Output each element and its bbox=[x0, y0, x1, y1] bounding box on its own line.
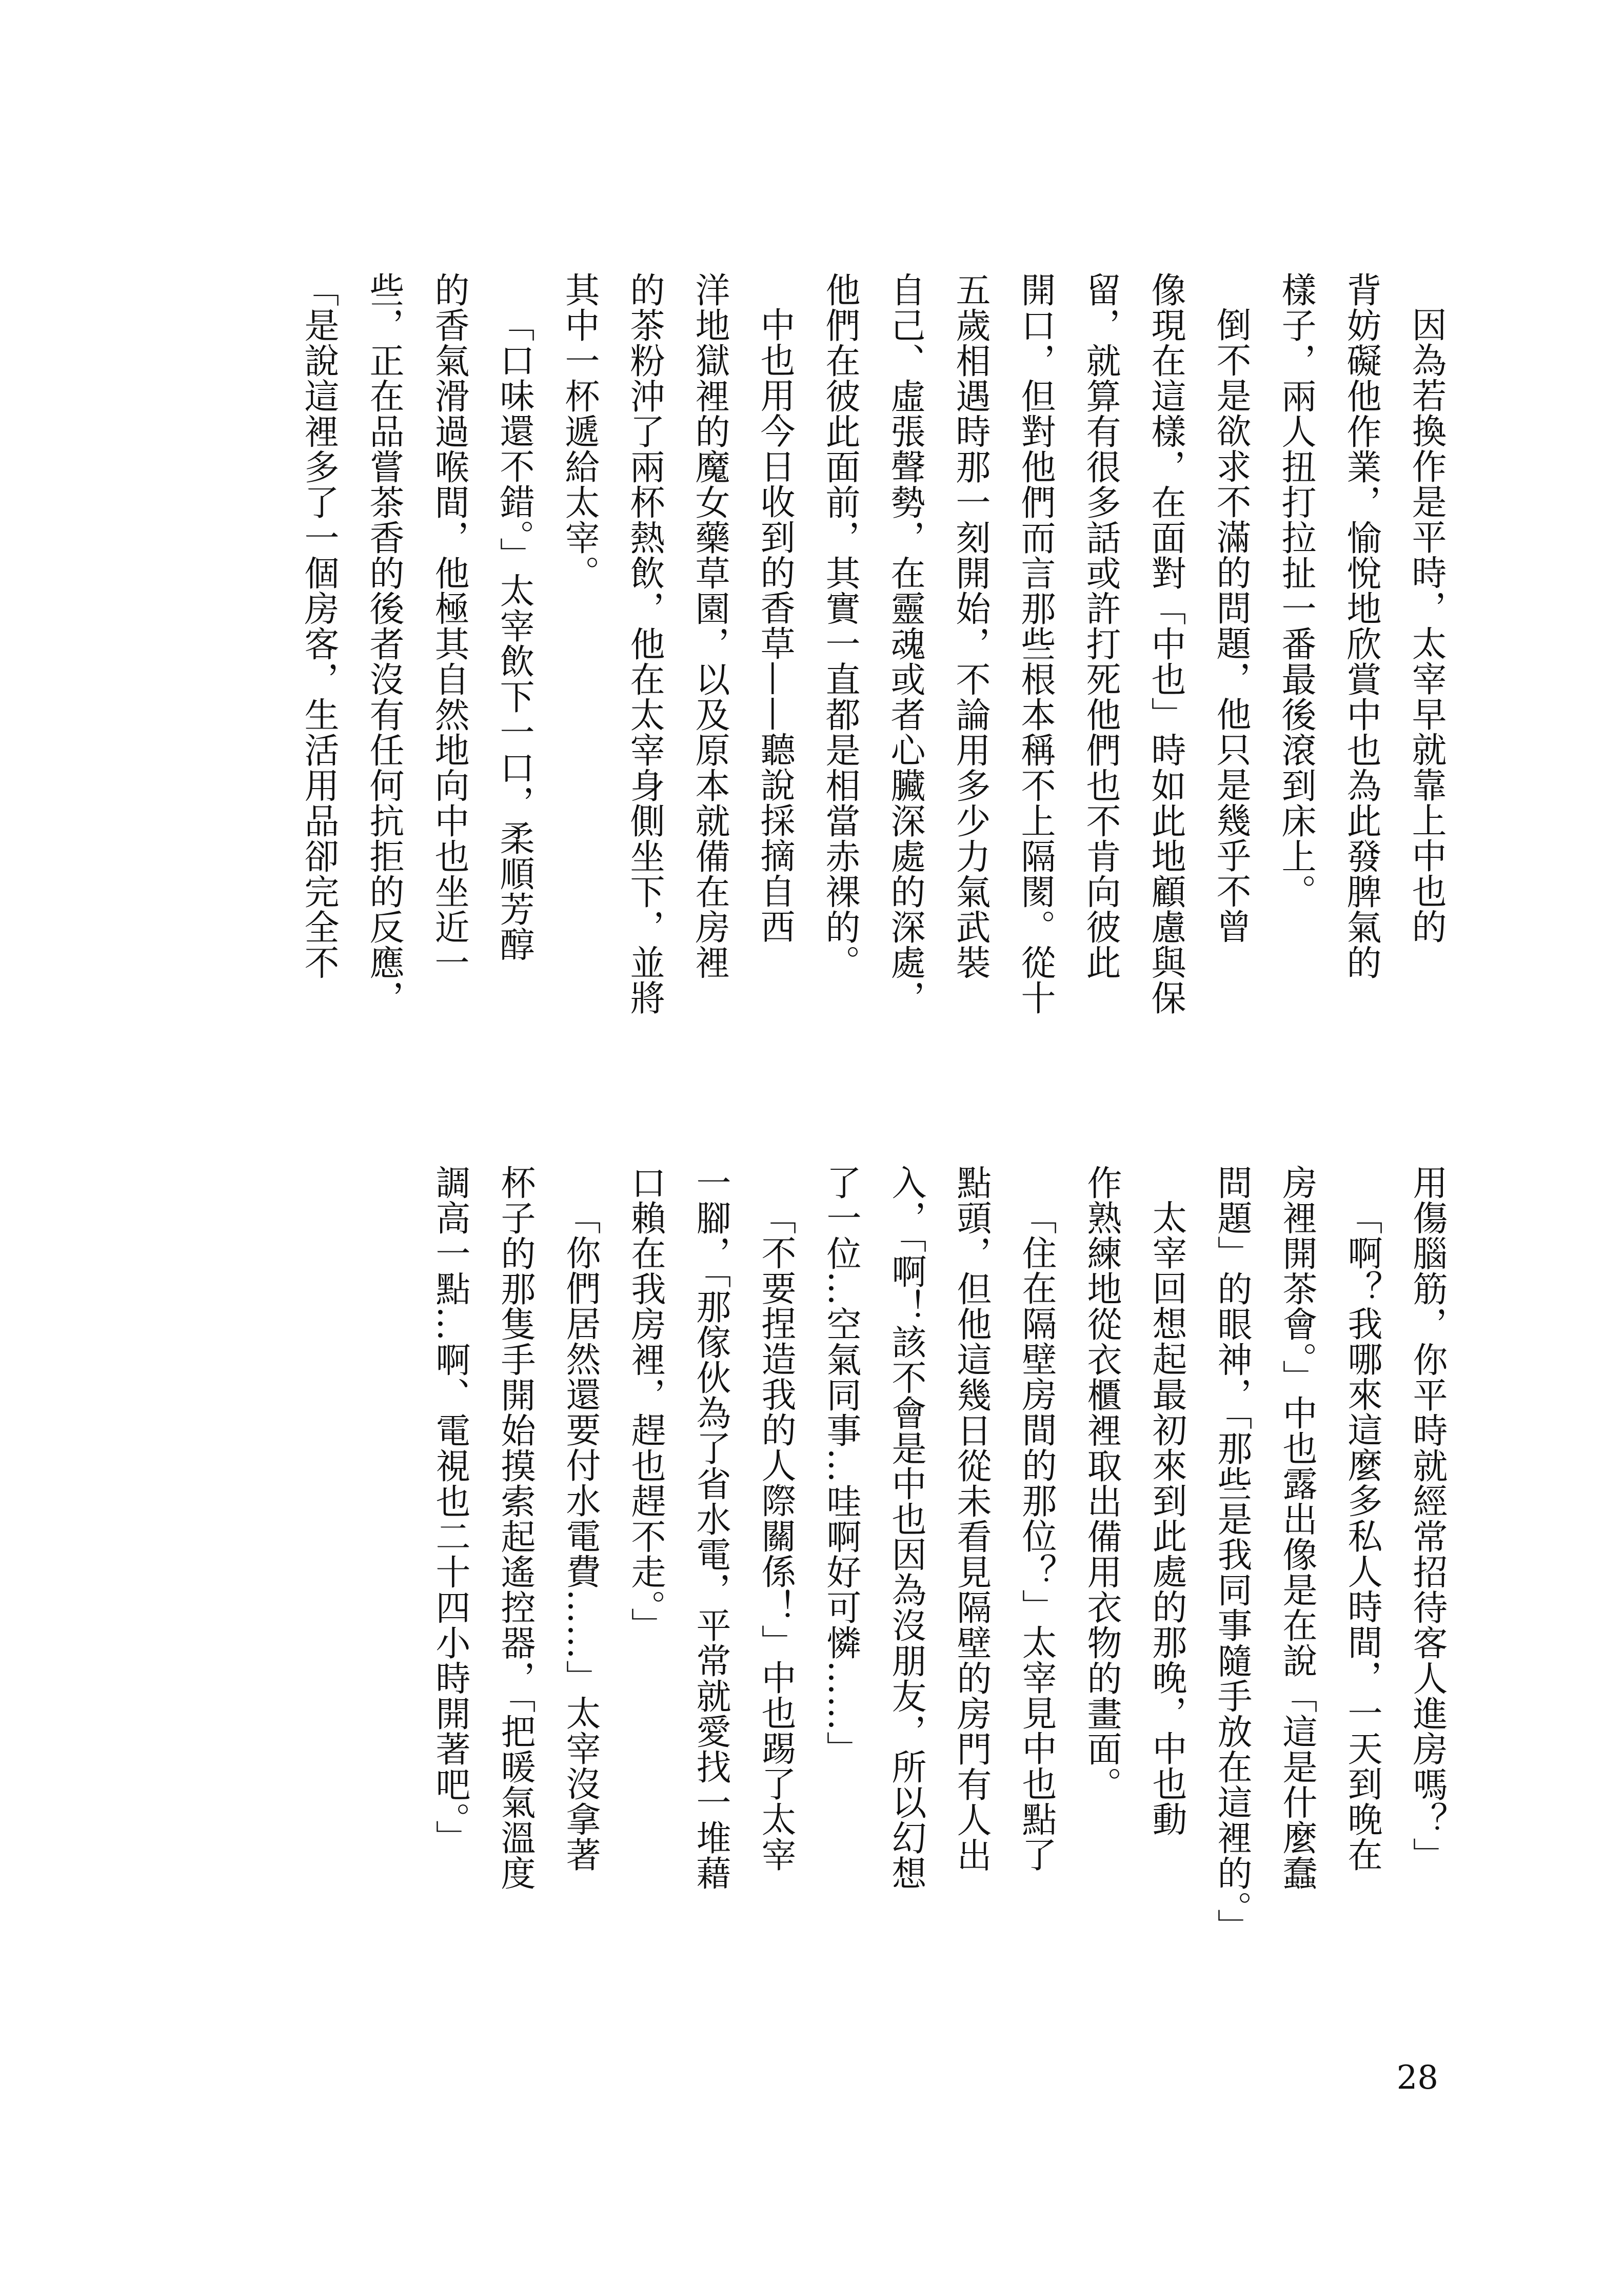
upper-text-line: 中也用今日收到的香草——聽說採摘自西 bbox=[755, 307, 795, 944]
upper-text-line: 五歲相遇時那一刻開始，不論用多少力氣武裝 bbox=[950, 272, 991, 980]
lower-text-line: 「啊？我哪來這麼多私人時間，一天到晚在 bbox=[1342, 1200, 1382, 1872]
lower-text-line: 「住在隔壁房間的那位？」太宰見中也點了 bbox=[1016, 1200, 1057, 1872]
upper-text-line: 的茶粉沖了兩杯熱飲，他在太宰身側坐下，並將 bbox=[624, 272, 665, 1015]
lower-text-line: 入，「啊！該不會是中也因為沒朋友，所以幻想 bbox=[886, 1165, 926, 1891]
lower-text-line: 用傷腦筋，你平時就經常招待客人進房嗎？」 bbox=[1407, 1165, 1448, 1873]
upper-text-line: 因為若換作是平時，太宰早就靠上中也的 bbox=[1406, 307, 1447, 944]
upper-text-line: 留，就算有很多話或許打死他們也不肯向彼此 bbox=[1080, 272, 1121, 980]
upper-text-line: 開口，但對他們而言那些根本稱不上隔閡。從十 bbox=[1015, 272, 1056, 1015]
page-number: 28 bbox=[1396, 2059, 1438, 2097]
upper-text-line: 像現在這樣，在面對「中也」時如此地顧慮與保 bbox=[1145, 272, 1186, 1015]
upper-text-line: 樣子，兩人扭打拉扯一番最後滾到床上。 bbox=[1276, 272, 1316, 909]
lower-text-block bbox=[219, 1165, 1460, 2032]
lower-text-line: 房裡開茶會。」中也露出像是在說「這是什麼蠢 bbox=[1277, 1165, 1317, 1891]
lower-text-line: 問題」的眼神，「那些是我同事隨手放在這裡的。」 bbox=[1212, 1165, 1252, 1944]
lower-text-line: 一腳，「那傢伙為了省水電，平常就愛找一堆藉 bbox=[690, 1165, 731, 1891]
lower-text-line: 了一位…空氣同事…哇啊好可憐……」 bbox=[821, 1165, 861, 1766]
lower-text-line: 點頭，但他這幾日從未看見隔壁的房門有人出 bbox=[951, 1165, 992, 1873]
upper-text-line: 「口味還不錯。」太宰飲下一口，柔順芳醇 bbox=[494, 307, 534, 962]
upper-text-line: 的香氣滑過喉間，他極其自然地向中也坐近一 bbox=[429, 272, 469, 980]
upper-text-line: 「是說這裡多了一個房客，生活用品卻完全不 bbox=[299, 272, 339, 980]
lower-text-line: 「你們居然還要付水電費……」太宰沒拿著 bbox=[560, 1200, 601, 1872]
upper-text-line: 些，正在品嘗茶香的後者沒有任何抗拒的反應， bbox=[364, 272, 404, 1015]
lower-text-line: 杯子的那隻手開始摸索起遙控器，「把暖氣溫度 bbox=[495, 1165, 536, 1891]
upper-text-line: 洋地獄裡的魔女藥草園，以及原本就備在房裡 bbox=[689, 272, 730, 980]
lower-text-line: 作熟練地從衣櫃裡取出備用衣物的畫面。 bbox=[1081, 1165, 1122, 1802]
upper-text-line: 他們在彼此面前，其實一直都是相當赤裸的。 bbox=[820, 272, 860, 980]
upper-text-line: 背妨礙他作業，愉悅地欣賞中也為此發脾氣的 bbox=[1341, 272, 1381, 980]
lower-text-line: 太宰回想起最初來到此處的那晚，中也動 bbox=[1146, 1200, 1187, 1837]
lower-text-line: 「不要捏造我的人際關係！」中也踢了太宰 bbox=[756, 1200, 796, 1872]
upper-text-block bbox=[217, 272, 1459, 1113]
upper-text-line: 倒不是欲求不滿的問題，他只是幾乎不曾 bbox=[1211, 307, 1251, 944]
lower-text-line: 調高一點…啊、電視也二十四小時開著吧。」 bbox=[430, 1165, 470, 1855]
upper-text-line: 自己、虛張聲勢，在靈魂或者心臟深處的深處， bbox=[885, 272, 925, 1015]
lower-text-line: 口賴在我房裡，趕也趕不走。」 bbox=[625, 1165, 666, 1643]
upper-text-line: 其中一杯遞給太宰。 bbox=[559, 272, 600, 591]
